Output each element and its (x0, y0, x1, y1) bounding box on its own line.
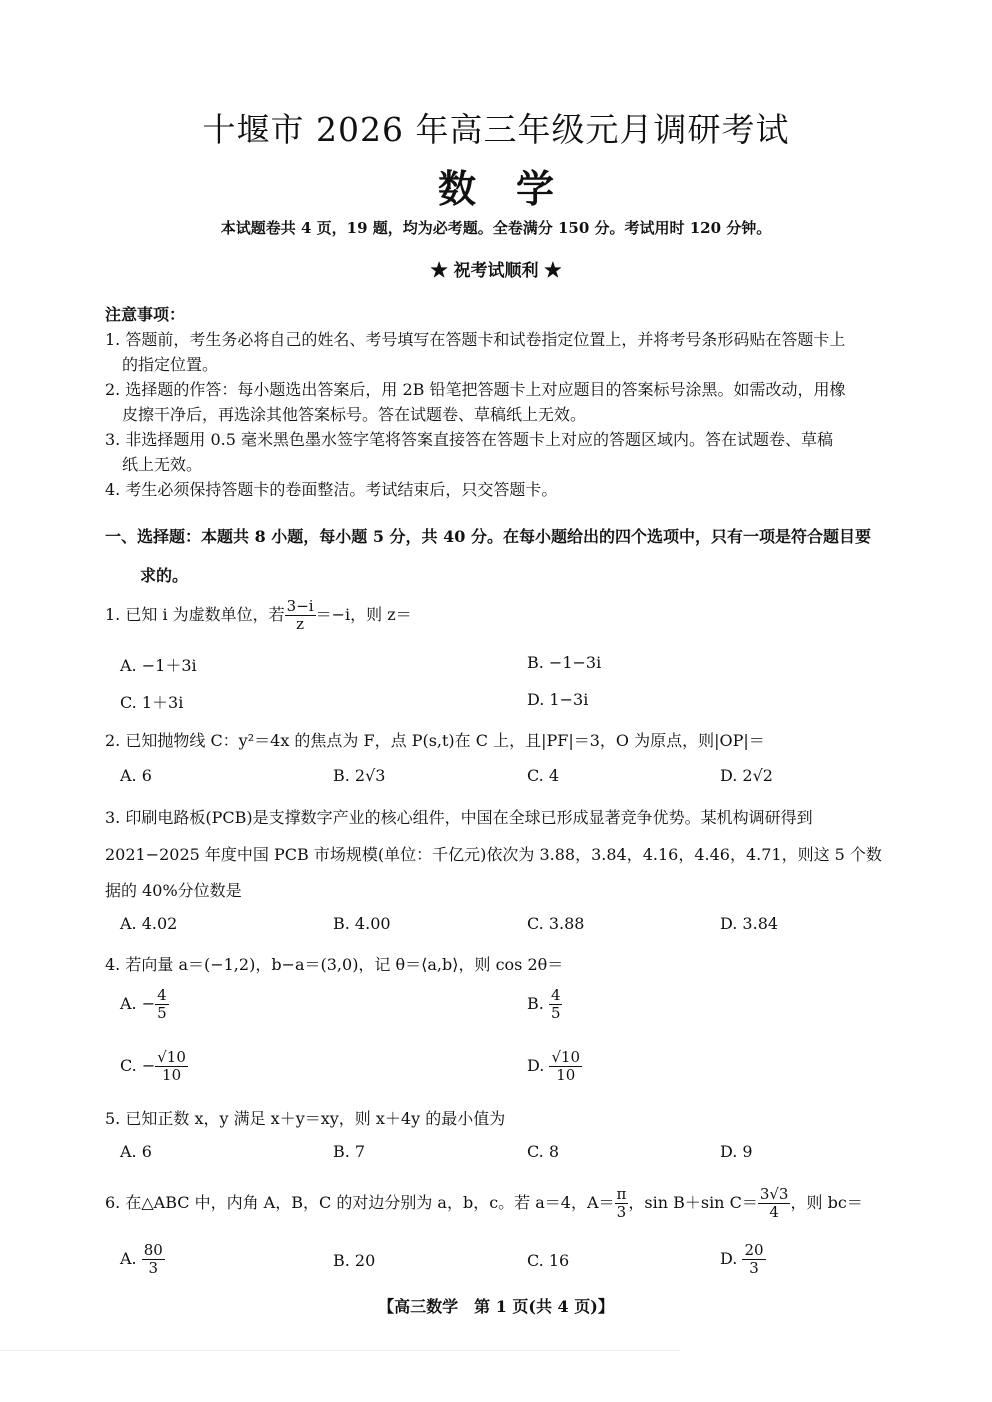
numerator: 3√3 (759, 1185, 789, 1203)
denominator: 3 (148, 1259, 159, 1277)
numerator: 4 (550, 986, 561, 1004)
fraction (285, 598, 316, 633)
fraction (549, 1049, 582, 1084)
option-a: A. 6 (120, 1142, 152, 1161)
fraction (155, 987, 169, 1022)
option-d (527, 1049, 582, 1084)
note-line: 4. 考生必须保持答题卡的卷面整洁。考试结束后，只交答题卡。 (105, 480, 558, 499)
denominator: 4 (769, 1203, 779, 1221)
denominator: 5 (550, 1004, 561, 1022)
exam-title: 十堰市 2026 年高三年级元月调研考试 (202, 110, 790, 149)
option-label: A. − (120, 994, 156, 1013)
question-3-cont: 2021−2025 年度中国 PCB 市场规模(单位：千亿元)依次为 3.88，3.84，4.16，4.46，4.71，则这 5 个数 (105, 845, 882, 864)
question-text: ＝−i，则 z＝ (315, 605, 412, 624)
option-d (720, 1242, 766, 1277)
question-5: 5. 已知正数 x，y 满足 x＋y＝xy，则 x＋4y 的最小值为 (105, 1109, 506, 1128)
option-c: C. 4 (527, 766, 560, 785)
option-c: C. 16 (527, 1251, 570, 1270)
option-c: C. 3.88 (527, 914, 585, 933)
option-d: D. 3.84 (720, 914, 779, 933)
numerator: 4 (157, 986, 167, 1004)
note-line: 皮擦干净后，再选涂其他答案标号。答在试题卷、草稿纸上无效。 (122, 405, 587, 424)
option-label: A. (120, 1249, 142, 1268)
option-b (527, 987, 562, 1022)
note-line: 3. 非选择题用 0.5 毫米黑色墨水签字笔将答案直接答在答题卡上对应的答题区域内。答在试题卷、草稿 (105, 430, 833, 449)
fraction (549, 987, 563, 1022)
option-d: D. 9 (720, 1142, 753, 1161)
note-line: 1. 答题前，考生务必将自己的姓名、考号填写在答题卡和试卷指定位置上，并将考号条形码贴在答题卡上 (105, 330, 846, 349)
divider (0, 1350, 680, 1351)
option-b: B. 20 (333, 1251, 376, 1270)
denominator: z (296, 615, 305, 633)
denominator: 10 (556, 1066, 576, 1084)
option-b: B. 7 (333, 1142, 366, 1161)
note-line: 纸上无效。 (122, 455, 203, 474)
option-a: A. 4.02 (120, 914, 178, 933)
option-c (120, 1049, 188, 1084)
good-luck-banner: ★ 祝考试顺利 ★ (430, 261, 562, 281)
numerator: 3−i (286, 597, 314, 615)
option-label: D. (527, 1056, 550, 1075)
option-c: C. 8 (527, 1142, 560, 1161)
fraction (615, 1186, 629, 1221)
subject-title: 数学 (437, 166, 594, 211)
option-d: D. 1−3i (527, 690, 589, 709)
question-3: 3. 印刷电路板(PCB)是支撑数字产业的核心组件，中国在全球已形成显著竞争优势。某机构调研得到 (105, 808, 813, 827)
option-label: D. (720, 1249, 743, 1268)
numerator: √10 (551, 1048, 581, 1066)
fraction (742, 1242, 765, 1277)
question-1 (105, 598, 412, 633)
denominator: 3 (749, 1259, 759, 1277)
fraction (758, 1186, 791, 1221)
numerator: 80 (143, 1241, 163, 1259)
question-6 (105, 1186, 863, 1221)
section-heading: 一、选择题：本题共 8 小题，每小题 5 分，共 40 分。在每小题给出的四个选项中，只有一项是符合题目要 (105, 527, 871, 546)
section-heading-cont: 求的。 (140, 566, 189, 585)
numerator: π (616, 1185, 627, 1203)
option-a: A. −1＋3i (120, 656, 197, 675)
question-text: ，则 bc＝ (790, 1193, 863, 1212)
question-text: 6. 在△ABC 中，内角 A，B，C 的对边分别为 a，b，c。若 a＝4，A＝ (105, 1193, 615, 1212)
note-line: 2. 选择题的作答：每小题选出答案后，用 2B 铅笔把答题卡上对应题目的答案标号涂黑。如需改动，用橡 (105, 380, 846, 399)
question-3-cont: 据的 40%分位数是 (105, 881, 242, 900)
option-a (120, 987, 169, 1022)
denominator: 5 (157, 1004, 167, 1022)
option-d: D. 2√2 (720, 766, 773, 785)
option-a (120, 1242, 165, 1277)
option-label: C. − (120, 1056, 156, 1075)
option-c: C. 1＋3i (120, 693, 184, 712)
question-2: 2. 已知抛物线 C：y²＝4x 的焦点为 F，点 P(s,t)在 C 上，且|PF|＝3，O 为原点，则|OP|＝ (105, 731, 765, 750)
page-footer: 【高三数学 第 1 页(共 4 页)】 (378, 1297, 614, 1316)
question-text: ，sin B＋sin C＝ (628, 1193, 758, 1212)
question-4: 4. 若向量 a＝(−1,2)，b−a＝(3,0)，记 θ＝⟨a,b⟩，则 cos 2θ＝ (105, 955, 564, 974)
option-a: A. 6 (120, 766, 152, 785)
option-b: B. −1−3i (527, 653, 602, 672)
option-b: B. 4.00 (333, 914, 391, 933)
numerator: √10 (157, 1048, 186, 1066)
option-label: B. (527, 994, 549, 1013)
question-text: 1. 已知 i 为虚数单位，若 (105, 605, 285, 624)
fraction (155, 1049, 188, 1084)
numerator: 20 (744, 1241, 764, 1259)
denominator: 10 (162, 1066, 182, 1084)
option-b: B. 2√3 (333, 766, 386, 785)
note-line: 的指定位置。 (122, 355, 219, 374)
notes-heading: 注意事项： (105, 305, 186, 324)
denominator: 3 (616, 1203, 627, 1221)
exam-info: 本试题卷共 4 页，19 题，均为必考题。全卷满分 150 分。考试用时 120 分钟。 (220, 219, 772, 237)
fraction (142, 1242, 165, 1277)
